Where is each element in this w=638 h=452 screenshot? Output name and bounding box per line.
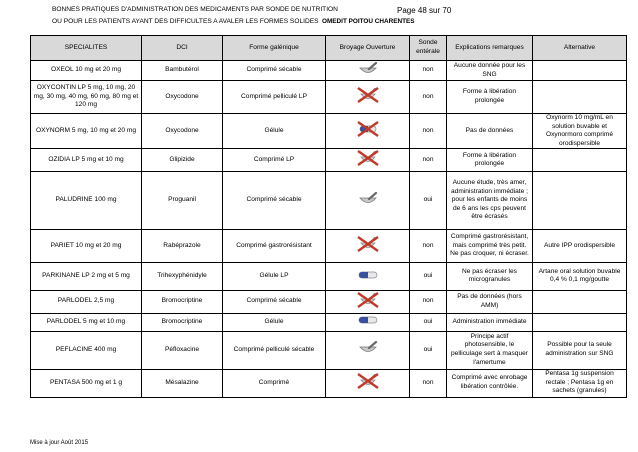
column-header-specialites: SPECIALITES xyxy=(31,36,142,61)
alternative-cell: Autre IPP orodispersible xyxy=(533,229,627,262)
page-header xyxy=(52,6,612,34)
sonde-cell: non xyxy=(410,290,447,313)
forme-cell: Comprimé pelliculé sécable xyxy=(223,331,326,369)
dci-cell: Oxycodone xyxy=(142,114,223,149)
sonde-cell: non xyxy=(410,229,447,262)
alternative-cell xyxy=(533,149,627,172)
sonde-cell: oui xyxy=(410,171,447,229)
alternative-cell: Pentasa 1g suspension rectale ; Pentasa 1g en sachets (granules) xyxy=(533,369,627,397)
forme-cell: Comprimé gastrorésistant xyxy=(223,229,326,262)
explications-cell: Comprimé avec enrobage libération contrôlée. xyxy=(447,369,533,397)
alternative-cell: Possible pour la seule administration sur SNG xyxy=(533,331,627,369)
specialite-cell: PARKINANE LP 2 mg et 5 mg xyxy=(31,262,142,290)
broyage-cell xyxy=(326,114,410,149)
alternative-cell xyxy=(533,81,627,114)
broyage-cell xyxy=(326,81,410,114)
specialite-cell: OZIDIA LP 5 mg et 10 mg xyxy=(31,149,142,172)
dci-cell: Péfloxacine xyxy=(142,331,223,369)
broyage-cell xyxy=(326,229,410,262)
update-date: Mise à jour Août 2015 xyxy=(30,440,89,446)
column-header-forme: Forme galénique xyxy=(223,36,326,61)
specialite-cell: OXYNORM 5 mg, 10 mg et 20 mg xyxy=(31,114,142,149)
column-header-sonde: Sonde entérale xyxy=(410,36,447,61)
table-body xyxy=(31,61,627,398)
dci-cell: Glipizide xyxy=(142,149,223,172)
table-row xyxy=(31,81,627,114)
table-row xyxy=(31,149,627,172)
explications-cell: Administration immédiate xyxy=(447,313,533,331)
specialite-cell: PARLODEL 5 mg et 10 mg xyxy=(31,313,142,331)
mortar-icon xyxy=(328,192,407,210)
explications-cell: Aucune donnée pour les SNG xyxy=(447,61,533,81)
sonde-cell: non xyxy=(410,114,447,149)
alternative-cell xyxy=(533,290,627,313)
crossed-mortar-icon xyxy=(328,291,407,313)
mortar-icon xyxy=(328,341,407,359)
header-title-line1: BONNES PRATIQUES D'ADMINISTRATION DES MEDICAMENTS PAR SONDE DE NUTRITION xyxy=(52,6,338,13)
drug-table xyxy=(30,35,627,398)
broyage-cell xyxy=(326,290,410,313)
dci-cell: Trihexyphénidyle xyxy=(142,262,223,290)
dci-cell: Rabéprazole xyxy=(142,229,223,262)
forme-cell: Comprimé LP xyxy=(223,149,326,172)
alternative-cell: Oxynorm 10 mg/mL en solution buvable et Oxynormoro comprimé orodispersible xyxy=(533,114,627,149)
explications-cell: Aucune étude, très amer, administration immédiate ; pour les enfants de moins de 6 ans les cps peuvent être écrasés xyxy=(447,171,533,229)
forme-cell: Gélule LP xyxy=(223,262,326,290)
table-row xyxy=(31,229,627,262)
sonde-cell: oui xyxy=(410,313,447,331)
broyage-cell xyxy=(326,331,410,369)
sonde-cell: non xyxy=(410,149,447,172)
alternative-cell xyxy=(533,171,627,229)
crossed-mortar-icon xyxy=(328,372,407,394)
table-row xyxy=(31,114,627,149)
broyage-cell xyxy=(326,313,410,331)
forme-cell: Comprimé sécable xyxy=(223,171,326,229)
table-row xyxy=(31,369,627,397)
sonde-cell: non xyxy=(410,369,447,397)
broyage-cell xyxy=(326,262,410,290)
column-header-broyage: Broyage Ouverture xyxy=(326,36,410,61)
specialite-cell: OXYCONTIN LP 5 mg, 10 mg, 20 mg, 30 mg, 40 mg, 60 mg, 80 mg et 120 mg xyxy=(31,81,142,114)
forme-cell: Comprimé sécable xyxy=(223,61,326,81)
capsule-icon xyxy=(328,315,407,329)
dci-cell: Bromocriptine xyxy=(142,290,223,313)
broyage-cell xyxy=(326,171,410,229)
specialite-cell: PALUDRINE 100 mg xyxy=(31,171,142,229)
forme-cell: Comprimé xyxy=(223,369,326,397)
sonde-cell: oui xyxy=(410,262,447,290)
column-header-dci: DCI xyxy=(142,36,223,61)
column-header-alternative: Alternative xyxy=(533,36,627,61)
dci-cell: Proguanil xyxy=(142,171,223,229)
header-title-line2: OU POUR LES PATIENTS AYANT DES DIFFICULTES A AVALER LES FORMES SOLIDES xyxy=(52,18,319,25)
page-number: Page 48 sur 70 xyxy=(397,6,452,15)
crossed-mortar-icon xyxy=(328,86,407,108)
crossed-mortar-icon xyxy=(328,149,407,171)
dci-cell: Bromocriptine xyxy=(142,313,223,331)
dci-cell: Bambutérol xyxy=(142,61,223,81)
explications-cell: Ne pas écraser les microgranules xyxy=(447,262,533,290)
specialite-cell: PARLODEL 2,5 mg xyxy=(31,290,142,313)
mortar-icon xyxy=(328,62,407,80)
dci-cell: Oxycodone xyxy=(142,81,223,114)
forme-cell: Comprimé sécable xyxy=(223,290,326,313)
table-row xyxy=(31,331,627,369)
alternative-cell xyxy=(533,61,627,81)
table-header-row xyxy=(31,36,627,61)
sonde-cell: non xyxy=(410,81,447,114)
table-row xyxy=(31,313,627,331)
crossed-capsule-icon xyxy=(328,120,407,142)
table-row xyxy=(31,290,627,313)
sonde-cell: non xyxy=(410,61,447,81)
crossed-mortar-icon xyxy=(328,235,407,257)
alternative-cell xyxy=(533,313,627,331)
explications-cell: Forme à libération prolongée xyxy=(447,81,533,114)
broyage-cell xyxy=(326,149,410,172)
specialite-cell: PARIET 10 mg et 20 mg xyxy=(31,229,142,262)
forme-cell: Comprimé pelliculé LP xyxy=(223,81,326,114)
broyage-cell xyxy=(326,369,410,397)
explications-cell: Comprimé gastrorésistant, mais comprimé très petit. Ne pas croquer, ni écraser. xyxy=(447,229,533,262)
specialite-cell: OXEOL 10 mg et 20 mg xyxy=(31,61,142,81)
table-row xyxy=(31,262,627,290)
specialite-cell: PEFLACINE 400 mg xyxy=(31,331,142,369)
forme-cell: Gélule xyxy=(223,313,326,331)
dci-cell: Mésalazine xyxy=(142,369,223,397)
capsule-icon xyxy=(328,270,407,284)
sonde-cell: oui xyxy=(410,331,447,369)
forme-cell: Gélule xyxy=(223,114,326,149)
table-row xyxy=(31,171,627,229)
column-header-explications: Explications remarques xyxy=(447,36,533,61)
explications-cell: Pas de données xyxy=(447,114,533,149)
specialite-cell: PENTASA 500 mg et 1 g xyxy=(31,369,142,397)
explications-cell: Forme à libération prolongée xyxy=(447,149,533,172)
organization-name: OMEDIT POITOU CHARENTES xyxy=(322,18,415,25)
alternative-cell: Artane oral solution buvable 0,4 % 0,1 mg/goutte xyxy=(533,262,627,290)
broyage-cell xyxy=(326,61,410,81)
explications-cell: Principe actif photosensible, le pelliculage sert à masquer l'amertume xyxy=(447,331,533,369)
explications-cell: Pas de données (hors AMM) xyxy=(447,290,533,313)
table-row xyxy=(31,61,627,81)
